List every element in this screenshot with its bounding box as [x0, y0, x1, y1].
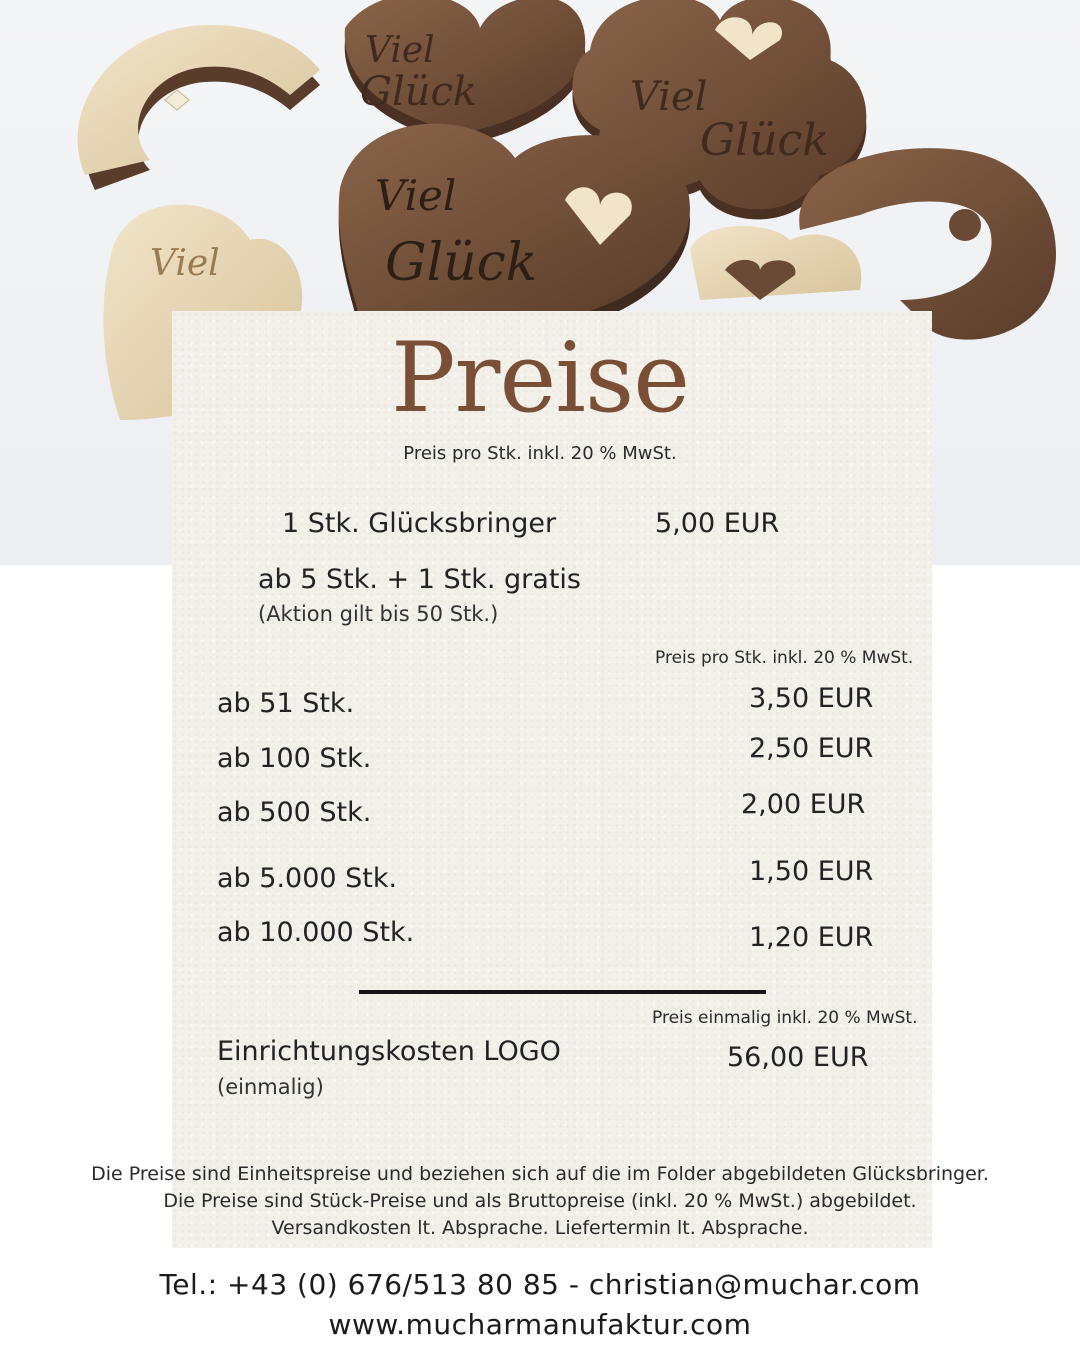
page-title: Preise — [390, 322, 690, 434]
tier-label: ab 100 Stk. — [217, 743, 372, 774]
tier-label: ab 51 Stk. — [217, 688, 355, 719]
heart-walnut-center — [339, 124, 690, 330]
tier-label: ab 5.000 Stk. — [217, 863, 398, 894]
engraving-viel-left: Viel — [150, 243, 220, 284]
tier-price: 2,50 EUR — [749, 733, 874, 764]
horseshoe-maple — [78, 25, 320, 190]
engraving-glueck-clover: Glück — [700, 115, 829, 166]
engraving-glueck-top: Glück — [360, 69, 478, 115]
footer-line: Versandkosten lt. Absprache. Liefertermin lt. Absprache. — [271, 1217, 809, 1239]
promo-note: (Aktion gilt bis 50 Stk.) — [258, 602, 499, 626]
heart-maple-small — [690, 226, 861, 300]
engraving-glueck-center: Glück — [385, 233, 538, 293]
single-item-price: 5,00 EUR — [655, 508, 780, 539]
section-divider — [359, 990, 766, 994]
tier-price: 3,50 EUR — [749, 683, 874, 714]
setup-price: 56,00 EUR — [727, 1042, 869, 1073]
heart-walnut-top — [345, 0, 585, 145]
footer-line: Die Preise sind Einheitspreise und beziehen sich auf die im Folder abgebildeten Glücksbringer. — [91, 1163, 989, 1185]
tier-price: 2,00 EUR — [741, 789, 866, 820]
engraving-viel-center: Viel — [375, 171, 457, 220]
footer-line: Die Preise sind Stück-Preise und als Bruttopreise (inkl. 20 % MwSt.) abgebildet. — [163, 1190, 917, 1212]
setup-note: (einmalig) — [217, 1075, 324, 1099]
tier-label: ab 500 Stk. — [217, 797, 372, 828]
contact-line[interactable]: Tel.: +43 (0) 676/513 80 85 - christian@muchar.com — [159, 1268, 921, 1301]
engraving-viel-top: Viel — [365, 30, 435, 71]
tier-header: Preis pro Stk. inkl. 20 % MwSt. — [655, 648, 914, 668]
single-item-label: 1 Stk. Glücksbringer — [282, 508, 557, 539]
tier-price: 1,50 EUR — [749, 856, 874, 887]
engraving-viel-clover: Viel — [630, 74, 708, 120]
website-link[interactable]: www.mucharmanufaktur.com — [328, 1308, 752, 1341]
promo-label: ab 5 Stk. + 1 Stk. gratis — [258, 564, 581, 595]
price-subtitle: Preis pro Stk. inkl. 20 % MwSt. — [403, 443, 677, 464]
setup-header: Preis einmalig inkl. 20 % MwSt. — [652, 1008, 918, 1028]
tier-label: ab 10.000 Stk. — [217, 917, 415, 948]
setup-label: Einrichtungskosten LOGO — [217, 1036, 561, 1067]
tier-price: 1,20 EUR — [749, 922, 874, 953]
